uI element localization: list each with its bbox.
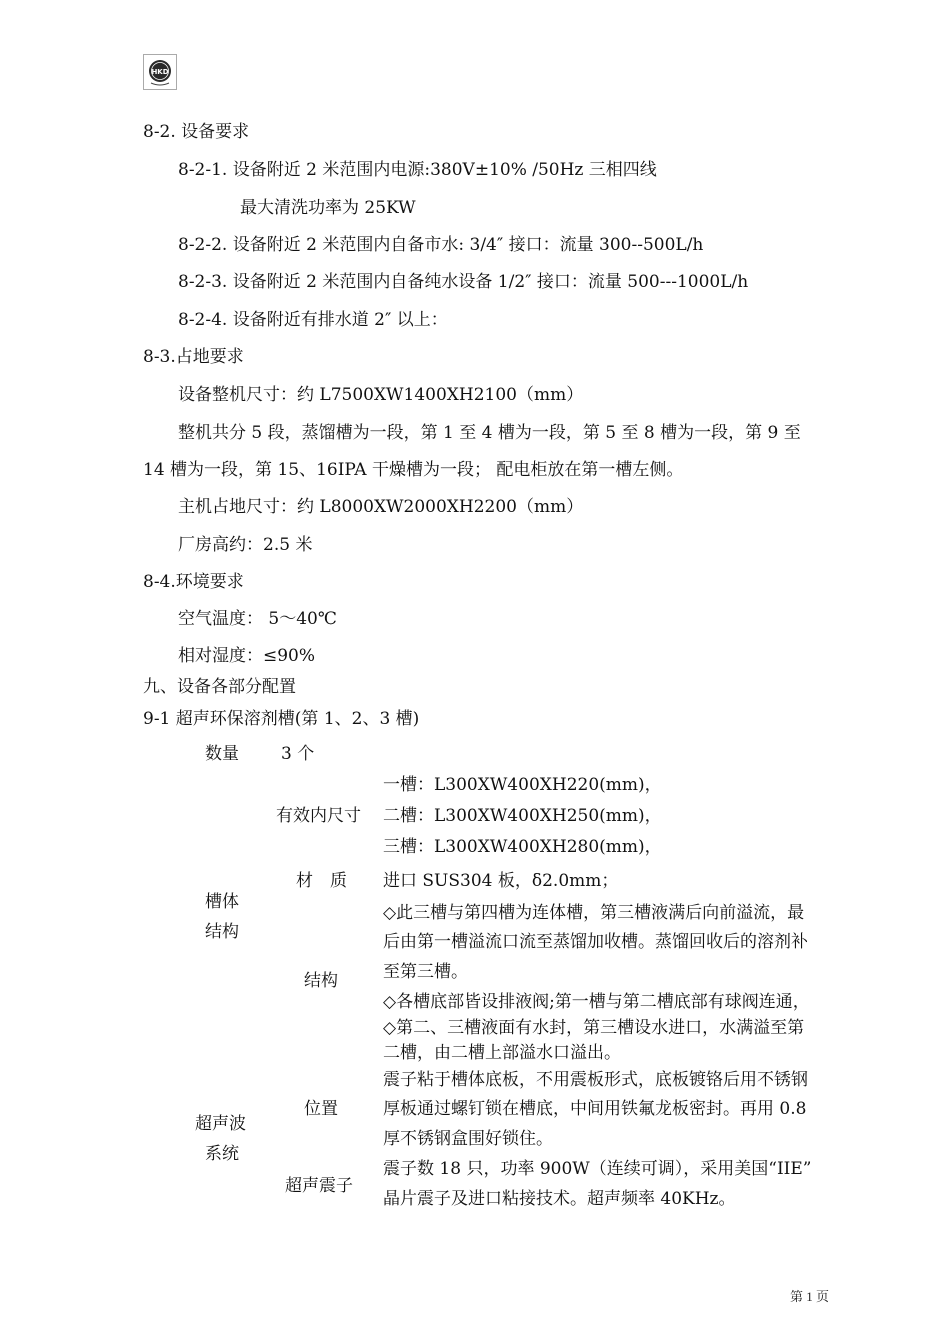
item-8-2-4: 8-2-4. 设备附近有排水道 2″ 以上： — [178, 310, 448, 330]
segments-line-2: 14 槽为一段，第 15、16IPA 干燥槽为一段； 配电柜放在第一槽左侧。 — [143, 460, 684, 480]
ultrasonic-group-label-1: 超声波 — [195, 1114, 246, 1134]
item-8-2-1: 8-2-1. 设备附近 2 米范围内电源:380V±10% /50Hz 三相四线 — [178, 160, 657, 180]
structure-line: ◇此三槽与第四槽为连体槽，第三槽液满后向前溢流，最 — [383, 903, 805, 923]
host-footprint: 主机占地尺寸：约 L8000XW2000XH2200（mm） — [178, 497, 584, 517]
structure-label: 结构 — [304, 971, 338, 991]
structure-line: 二槽，由二槽上部溢水口溢出。 — [383, 1043, 621, 1063]
material-label: 材 质 — [296, 871, 347, 891]
machine-size: 设备整机尺寸：约 L7500XW1400XH2100（mm） — [178, 385, 584, 405]
position-label: 位置 — [304, 1099, 338, 1119]
qty-value: 3 个 — [281, 744, 315, 764]
transducer-label: 超声震子 — [285, 1176, 353, 1196]
section-8-3-title: 8-3.占地要求 — [143, 347, 244, 367]
air-temperature: 空气温度： 5～40℃ — [178, 609, 337, 629]
material-value: 进口 SUS304 板，δ2.0mm； — [383, 871, 619, 891]
structure-line: ◇第二、三槽液面有水封，第三槽设水进口，水满溢至第 — [383, 1018, 805, 1038]
tank-group-label-2: 结构 — [205, 922, 239, 942]
segments-line-1: 整机共分 5 段，蒸馏槽为一段，第 1 至 4 槽为一段，第 5 至 8 槽为一段，第 9 至 — [178, 423, 801, 443]
section-9-1-title: 9-1 超声环保溶剂槽(第 1、2、3 槽) — [143, 709, 420, 729]
transducer-line: 震子数 18 只，功率 900W（连续可调），采用美国“IIE” — [383, 1159, 812, 1179]
position-line: 厚不锈钢盒围好锁住。 — [383, 1129, 553, 1149]
tank-group-label-1: 槽体 — [205, 892, 239, 912]
inner-size-tank-2: 二槽：L300XW400XH250(mm)， — [383, 806, 662, 826]
item-8-2-3: 8-2-3. 设备附近 2 米范围内自备纯水设备 1/2″ 接口：流量 500---1000L/h — [178, 272, 749, 292]
item-8-2-2: 8-2-2. 设备附近 2 米范围内自备市水: 3/4″ 接口：流量 300--500L/h — [178, 235, 704, 255]
section-8-4-title: 8-4.环境要求 — [143, 572, 244, 592]
structure-line: 后由第一槽溢流口流至蒸馏加收槽。蒸馏回收后的溶剂补 — [383, 932, 808, 952]
ultrasonic-group-label-2: 系统 — [205, 1144, 239, 1164]
page-number: 第 1 页 — [790, 1289, 830, 1304]
qty-label: 数量 — [205, 744, 239, 764]
section-8-2-title: 8-2. 设备要求 — [143, 122, 250, 142]
position-line: 厚板通过螺钉锁在槽底，中间用铁氟龙板密封。再用 0.8 — [383, 1099, 807, 1119]
structure-line: ◇各槽底部皆设排液阀;第一槽与第二槽底部有球阀连通， — [383, 992, 810, 1012]
position-line: 震子粘于槽体底板，不用震板形式，底板镀铬后用不锈钢 — [383, 1070, 808, 1090]
inner-size-tank-3: 三槽：L300XW400XH280(mm)， — [383, 837, 662, 857]
svg-text:HKD: HKD — [151, 68, 169, 76]
logo-icon — [143, 54, 177, 90]
company-logo — [143, 54, 177, 90]
item-8-2-1-power: 最大清洗功率为 25KW — [240, 198, 416, 218]
section-9-title: 九、设备各部分配置 — [143, 677, 296, 697]
inner-size-label: 有效内尺寸 — [276, 806, 361, 826]
inner-size-tank-1: 一槽：L300XW400XH220(mm)， — [383, 775, 662, 795]
relative-humidity: 相对湿度：≤90% — [178, 646, 316, 666]
structure-line: 至第三槽。 — [383, 962, 468, 982]
transducer-line: 晶片震子及进口粘接技术。超声频率 40KHz。 — [383, 1189, 736, 1209]
building-height: 厂房高约：2.5 米 — [178, 535, 313, 555]
